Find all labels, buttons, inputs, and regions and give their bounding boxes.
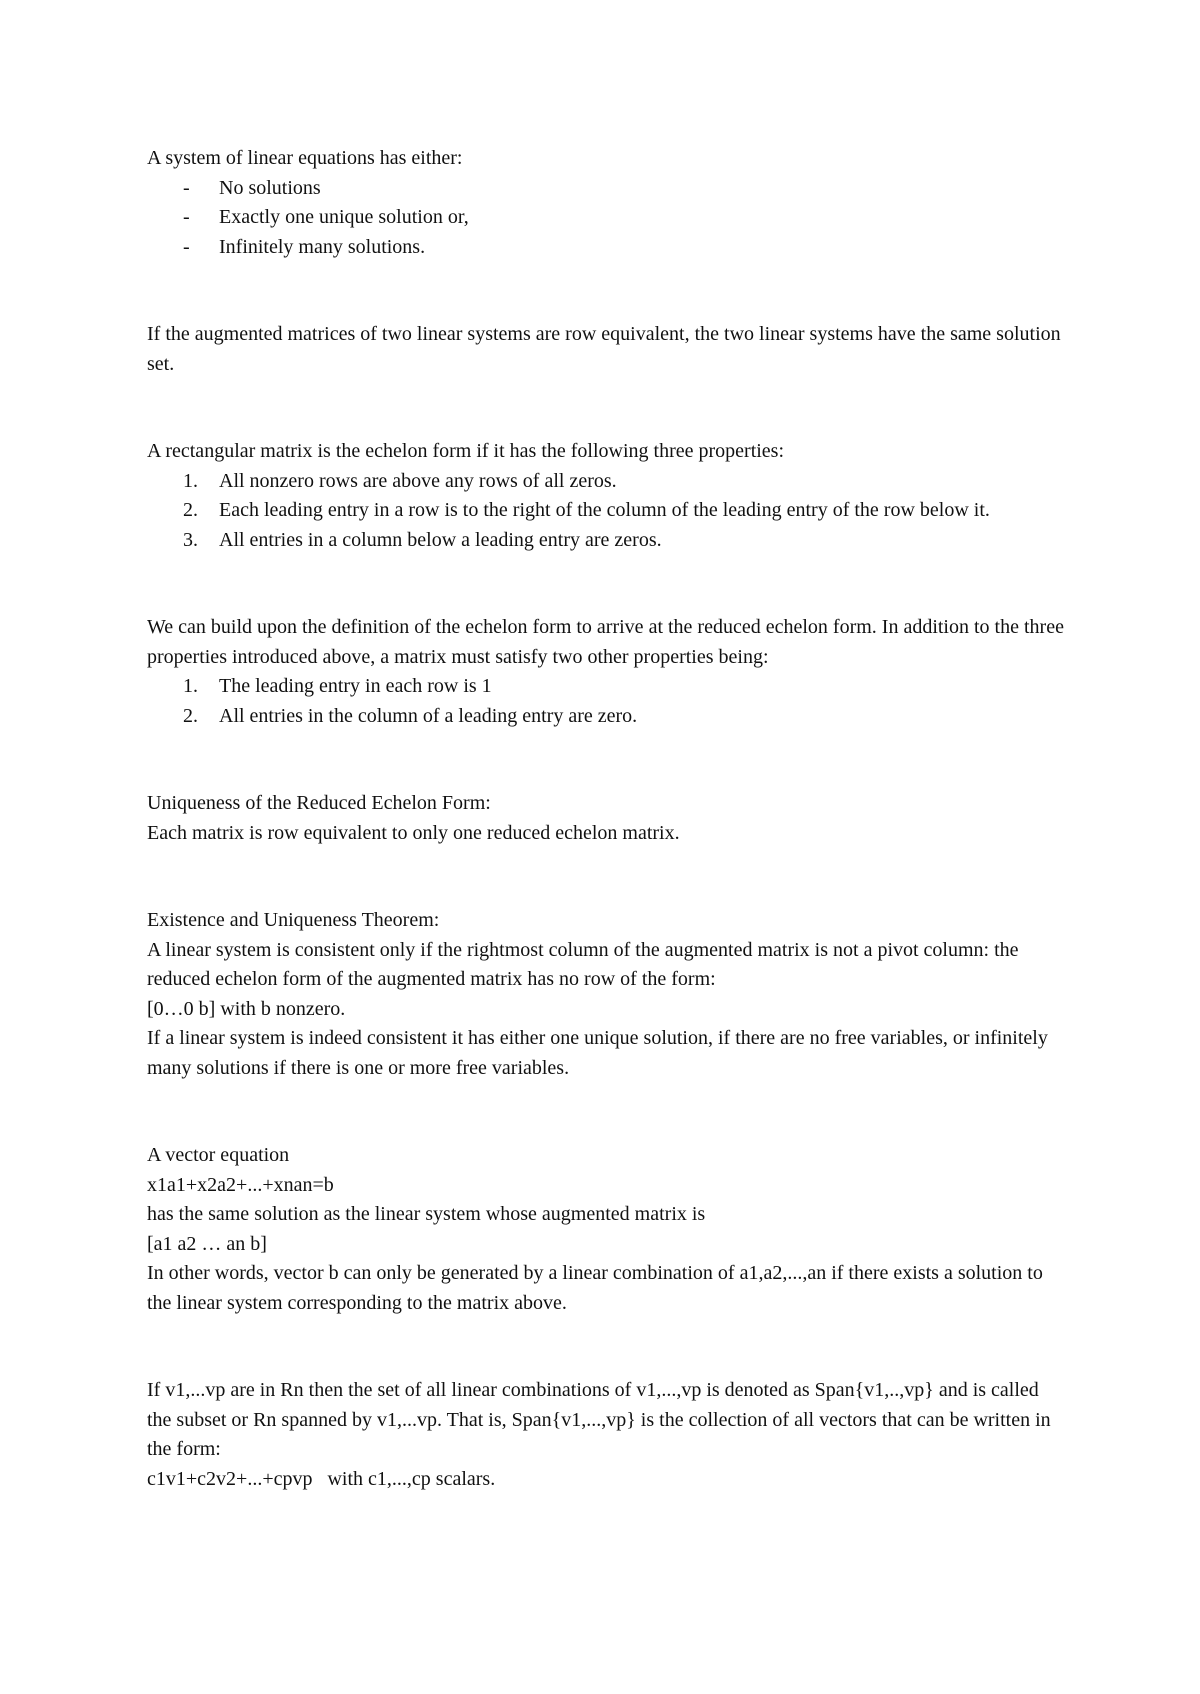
existence-theorem-section bbox=[147, 906, 1067, 1083]
existence-theorem-line: A linear system is consistent only if the rightmost column of the augmented matrix is not a pivot column: the reduced echelon form of the augmented matrix has no row of the form: bbox=[147, 938, 1024, 990]
vector-equation-formula: x1a1+x2a2+...+xnan=b bbox=[147, 1173, 334, 1196]
document-body bbox=[147, 144, 1067, 1494]
spacer bbox=[147, 379, 1067, 437]
span-text: If v1,...vp are in Rn then the set of all linear combinations of v1,...,vp is denoted as Span{v1,..,vp} and is called the subset or Rn spanned by v1,...vp. That is, Span{v1,...,vp} is the collection of all vectors that can be written in the form: bbox=[147, 1379, 1056, 1460]
vector-equation-heading: A vector equation bbox=[147, 1144, 290, 1166]
list-item: - Infinitely many solutions. bbox=[183, 235, 426, 258]
spacer bbox=[147, 731, 1067, 789]
existence-theorem-line: [0…0 b] with b nonzero. bbox=[147, 997, 346, 1020]
vector-equation-line: In other words, vector b can only be generated by a linear combination of a1,a2,...,an if there exists a solution to the linear system corresponding to the matrix above. bbox=[147, 1262, 1048, 1314]
vector-equation-line: has the same solution as the linear system whose augmented matrix is bbox=[147, 1203, 706, 1225]
row-equivalence-section bbox=[147, 320, 1067, 379]
echelon-form-intro: A rectangular matrix is the echelon form if it has the following three properties: bbox=[147, 440, 785, 462]
spacer bbox=[147, 1318, 1067, 1376]
echelon-form-section bbox=[147, 437, 1067, 555]
vector-equation-matrix: [a1 a2 … an b] bbox=[147, 1232, 267, 1255]
uniqueness-text: Each matrix is row equivalent to only one reduced echelon matrix. bbox=[147, 821, 680, 844]
solutions-list bbox=[147, 174, 1067, 263]
spacer bbox=[147, 1083, 1067, 1141]
list-item: - No solutions bbox=[183, 176, 321, 199]
reduced-echelon-section bbox=[147, 613, 1067, 731]
reduced-echelon-properties-list bbox=[147, 672, 1067, 731]
list-item: 1. All nonzero rows are above any rows of all zeros. bbox=[183, 469, 617, 492]
spacer bbox=[147, 262, 1067, 320]
echelon-properties-list bbox=[147, 467, 1067, 556]
uniqueness-section bbox=[147, 789, 1067, 848]
span-section bbox=[147, 1376, 1067, 1494]
solutions-section bbox=[147, 144, 1067, 262]
vector-equation-section bbox=[147, 1141, 1067, 1318]
spacer bbox=[147, 848, 1067, 906]
existence-theorem-heading: Existence and Uniqueness Theorem: bbox=[147, 909, 440, 931]
reduced-echelon-intro: We can build upon the definition of the echelon form to arrive at the reduced echelon form. In addition to the three properties introduced above, a matrix must satisfy two other properties being: bbox=[147, 616, 1069, 668]
list-item: 3. All entries in a column below a leading entry are zeros. bbox=[183, 528, 662, 551]
solutions-intro: A system of linear equations has either: bbox=[147, 147, 463, 169]
uniqueness-heading: Uniqueness of the Reduced Echelon Form: bbox=[147, 792, 491, 814]
list-item: 2. All entries in the column of a leading entry are zero. bbox=[183, 704, 638, 727]
span-formula: c1v1+c2v2+...+cpvp with c1,...,cp scalars. bbox=[147, 1467, 496, 1490]
list-item: 1. The leading entry in each row is 1 bbox=[183, 675, 492, 697]
existence-theorem-line: If a linear system is indeed consistent it has either one unique solution, if there are no free variables, or infinitely many solutions if there is one or more free variables. bbox=[147, 1027, 1053, 1079]
list-item: - Exactly one unique solution or, bbox=[183, 206, 469, 228]
spacer bbox=[147, 555, 1067, 613]
row-equivalence-text: If the augmented matrices of two linear systems are row equivalent, the two linear systems have the same solution set. bbox=[147, 323, 1066, 375]
list-item: 2. Each leading entry in a row is to the right of the column of the leading entry of the row below it. bbox=[183, 499, 990, 521]
